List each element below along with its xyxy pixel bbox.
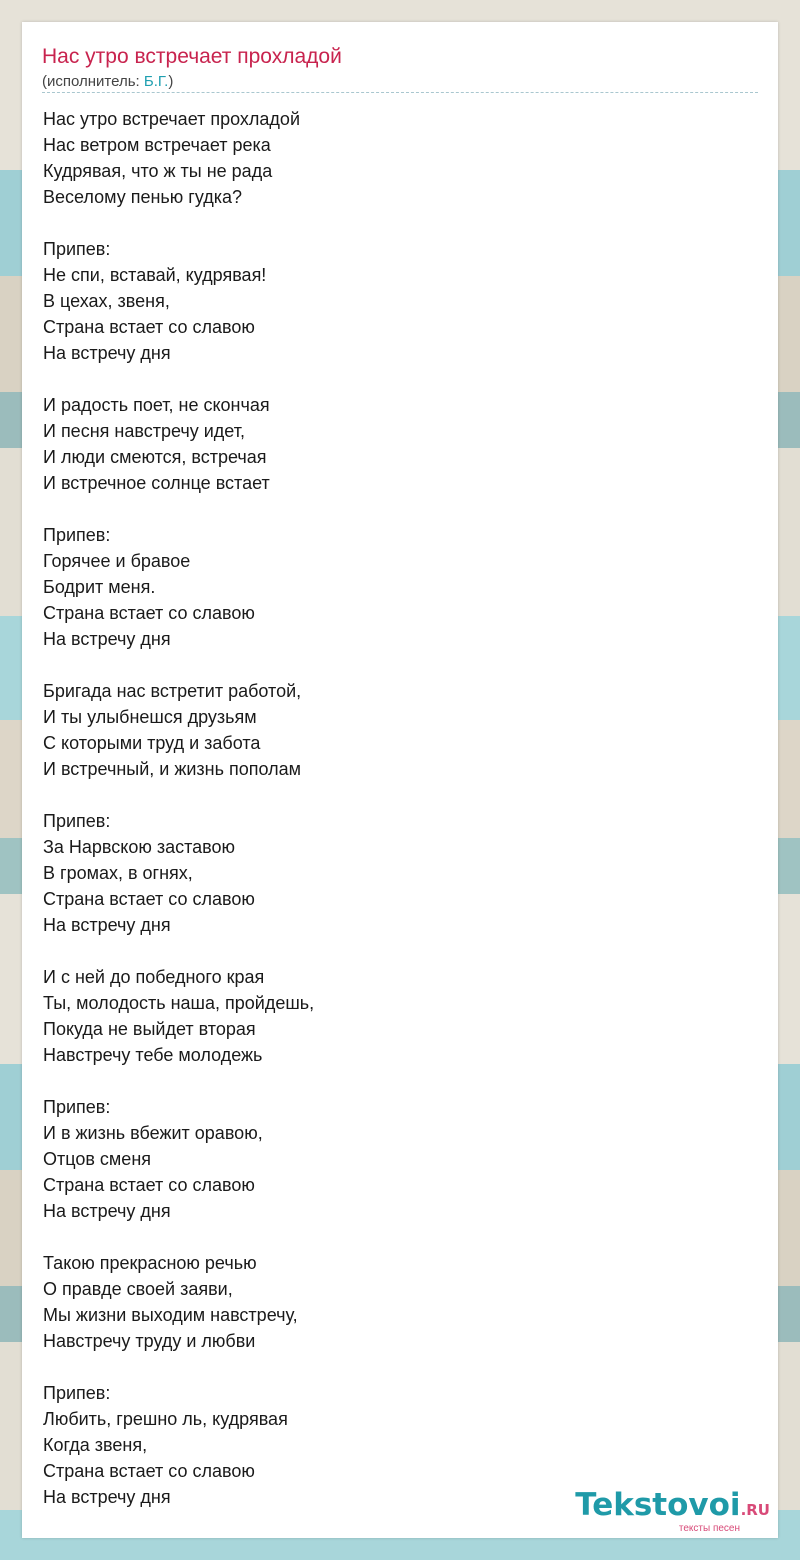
lyric-line: Страна встает со славою xyxy=(43,317,255,337)
logo-name: Tekstovoi xyxy=(575,1487,741,1523)
lyric-line: И в жизнь вбежит оравою, xyxy=(43,1123,263,1143)
lyric-line: Припев: xyxy=(43,811,111,831)
lyric-line: И песня навстречу идет, xyxy=(43,421,245,441)
lyric-line: Горячее и бравое xyxy=(43,551,191,571)
logo-wordmark xyxy=(575,1488,770,1527)
lyric-line: И люди смеются, встречая xyxy=(43,447,267,467)
lyric-line: В громах, в огнях, xyxy=(43,863,193,883)
lyric-line: Страна встает со славою xyxy=(43,603,255,623)
lyric-line: На встречу дня xyxy=(43,915,171,935)
lyric-line: И ты улыбнешся друзьям xyxy=(43,707,257,727)
lyric-blank-line xyxy=(43,496,743,522)
lyric-line: Припев: xyxy=(43,1097,111,1117)
lyric-blank-line xyxy=(43,366,743,392)
lyric-blank-line xyxy=(43,1354,743,1380)
lyric-blank-line xyxy=(43,652,743,678)
lyric-line: О правде своей заяви, xyxy=(43,1279,233,1299)
lyric-line: Отцов сменя xyxy=(43,1149,151,1169)
lyrics-text xyxy=(43,106,743,1510)
title-divider xyxy=(42,92,758,93)
logo-tagline: тексты песен xyxy=(678,1523,740,1534)
lyric-line: Страна встает со славою xyxy=(43,1461,255,1481)
lyric-line: И радость поет, не скончая xyxy=(43,395,270,415)
logo-tld: .RU xyxy=(740,1501,770,1519)
lyric-line: Нас ветром встречает река xyxy=(43,135,271,155)
lyric-line: Навстречу труду и любви xyxy=(43,1331,256,1351)
lyric-line: Бодрит меня. xyxy=(43,577,156,597)
lyrics-card xyxy=(22,22,778,1538)
lyric-line: Бригада нас встретит работой, xyxy=(43,681,302,701)
lyric-line: На встречу дня xyxy=(43,629,171,649)
lyric-blank-line xyxy=(43,782,743,808)
lyric-line: Мы жизни выходим навстречу, xyxy=(43,1305,298,1325)
site-logo[interactable] xyxy=(575,1488,770,1534)
lyric-line: Страна встает со славою xyxy=(43,1175,255,1195)
artist-link[interactable]: Б.Г. xyxy=(143,73,169,90)
lyric-blank-line xyxy=(43,1068,743,1094)
lyric-line: И с ней до победного края xyxy=(43,967,265,987)
lyric-line: В цехах, звеня, xyxy=(43,291,170,311)
lyric-line: Нас утро встречает прохладой xyxy=(43,109,301,129)
lyric-line: С которыми труд и забота xyxy=(43,733,261,753)
lyric-line: На встречу дня xyxy=(43,1201,171,1221)
lyric-line: Покуда не выйдет вторая xyxy=(43,1019,256,1039)
lyric-line: Припев: xyxy=(43,525,111,545)
lyric-line: Любить, грешно ль, кудрявая xyxy=(43,1409,288,1429)
lyric-line: Ты, молодость наша, пройдешь, xyxy=(43,993,315,1013)
lyric-line: Веселому пенью гудка? xyxy=(43,187,243,207)
lyric-line: Не спи, вставай, кудрявая! xyxy=(43,265,267,285)
lyric-line: Припев: xyxy=(43,239,111,259)
lyric-blank-line xyxy=(43,938,743,964)
lyric-line: Кудрявая, что ж ты не рада xyxy=(43,161,273,181)
lyric-line: И встречный, и жизнь пополам xyxy=(43,759,302,779)
artist-suffix: ) xyxy=(168,73,174,90)
lyric-line: Такою прекрасною речью xyxy=(43,1253,257,1273)
lyric-line: Когда звеня, xyxy=(43,1435,148,1455)
lyric-line: И встречное солнце встает xyxy=(43,473,270,493)
artist-prefix: (исполнитель: xyxy=(42,73,144,90)
lyric-line: На встречу дня xyxy=(43,343,171,363)
lyric-line: Страна встает со славою xyxy=(43,889,255,909)
lyric-blank-line xyxy=(43,210,743,236)
lyric-line: За Нарвскою заставою xyxy=(43,837,236,857)
lyric-line: На встречу дня xyxy=(43,1487,171,1507)
lyric-line: Навстречу тебе молодежь xyxy=(43,1045,263,1065)
song-title: Нас утро встречает прохладой xyxy=(42,45,342,68)
artist-line xyxy=(42,73,173,91)
lyric-blank-line xyxy=(43,1224,743,1250)
lyric-line: Припев: xyxy=(43,1383,111,1403)
